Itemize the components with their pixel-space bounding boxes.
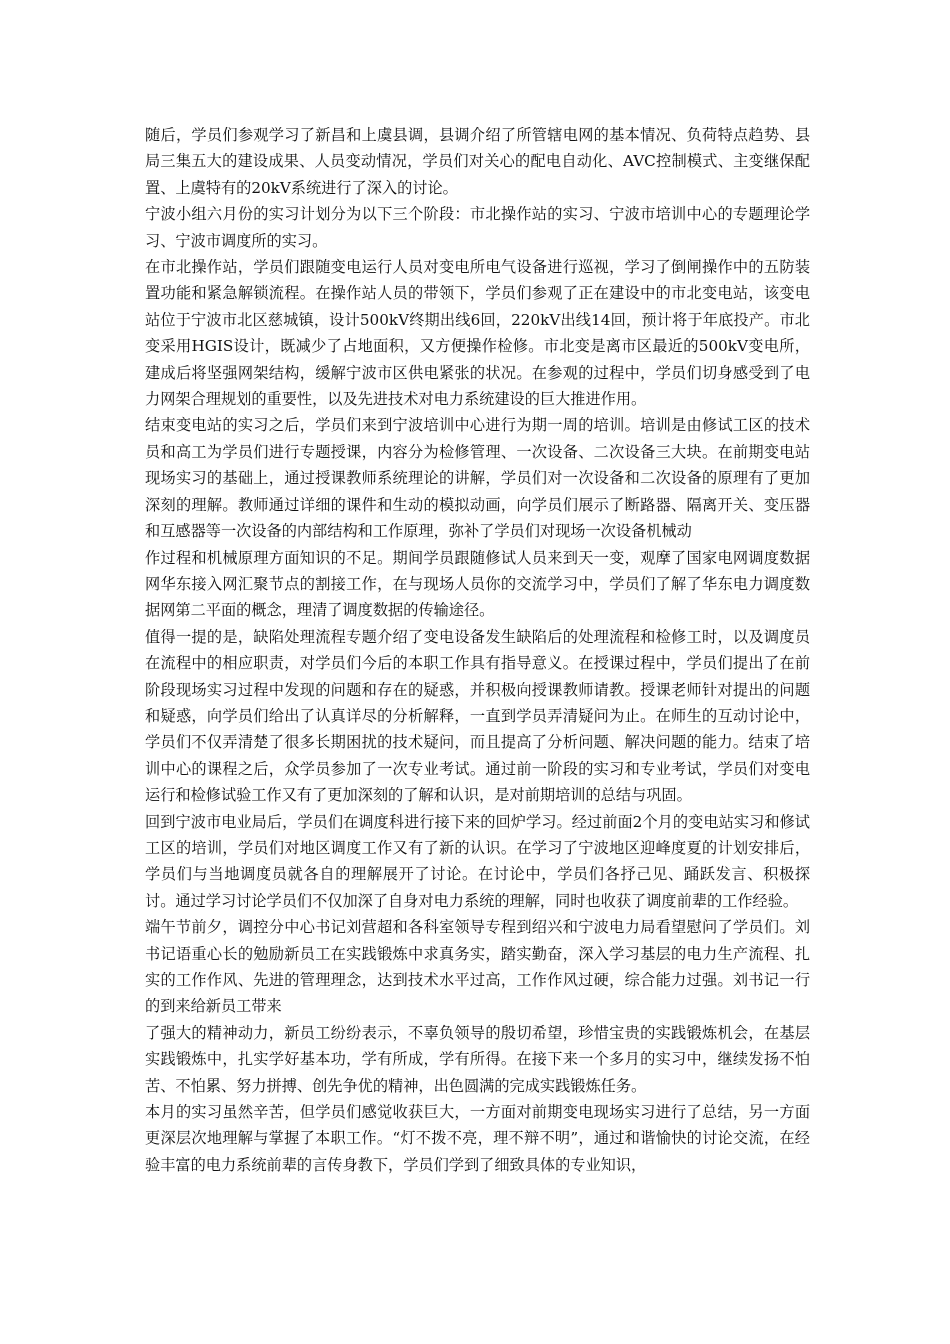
paragraph-dragon-boat-visit: 端午节前夕，调控分中心书记刘营超和各科室领导专程到绍兴和宁波电力局看望慰问了学员们。刘书记语重心长的勉励新员工在实践锻炼中求真务实，踏实勤奋，深入学习基层的电力生产流程、扎实的工作作风、先进的管理理念，达到技术水平过高，工作作风过硬，综合能力过强。刘书记一行的到来给新员工带来 (145, 918, 810, 1016)
document-page (145, 122, 810, 1178)
paragraph-ningbo-plan: 宁波小组六月份的实习计划分为以下三个阶段：市北操作站的实习、宁波市培训中心的专题理论学习、宁波市调度所的实习。 (145, 205, 810, 250)
paragraph-defect-process: 值得一提的是，缺陷处理流程专题介绍了变电设备发生缺陷后的处理流程和检修工时，以及调度员在流程中的相应职责，对学员们今后的本职工作具有指导意义。在授课过程中，学员们提出了在前阶段现场实习过程中发现的问题和存在的疑惑，并积极向授课教师请教。授课老师针对提出的问题和疑惑，向学员们给出了认真详尽的分析解释，一直到学员弄清疑问为止。在师生的互动讨论中，学员们不仅弄清楚了很多长期困扰的技术疑问，而且提高了分析问题、解决问题的能力。结束了培训中心的课程之后，众学员参加了一次专业考试。通过前一阶段的实习和专业考试，学员们对变电运行和检修试验工作又有了更加深刻的了解和认识，是对前期培训的总结与巩固。 (145, 627, 810, 805)
paragraph-motivation: 了强大的精神动力，新员工纷纷表示，不辜负领导的殷切希望，珍惜宝贵的实践锻炼机会，在基层实践锻炼中，扎实学好基本功，学有所成，学有所得。在接下来一个多月的实习中，继续发扬不怕苦、不怕累、努力拼搏、创先争优的精神，出色圆满的完成实践锻炼任务。 (145, 1023, 810, 1095)
paragraph-training-center: 结束变电站的实习之后，学员们来到宁波培训中心进行为期一周的培训。培训是由修试工区的技术员和高工为学员们进行专题授课，内容分为检修管理、一次设备、二次设备三大块。在前期变电站现场实习的基础上，通过授课教师系统理论的讲解，学员们对一次设备和二次设备的原理有了更加深刻的理解。教师通过详细的课件和生动的模拟动画，向学员们展示了断路器、隔离开关、变压器和互感器等一次设备的内部结构和工作原理，弥补了学员们对现场一次设备机械动 (145, 416, 810, 541)
paragraph-shibei-station: 在市北操作站，学员们跟随变电运行人员对变电所电气设备进行巡视，学习了倒闸操作中的五防装置功能和紧急解锁流程。在操作站人员的带领下，学员们参观了正在建设中的市北变电站，该变电站位于宁波市北区慈城镇，设计500kV终期出线6回，220kV出线14回，预计将于年底投产。市北变采用HGIS设计，既减少了占地面积，又方便操作检修。市北变是离市区最近的500kV变电所，建成后将坚强网架结构，缓解宁波市区供电紧张的状况。在参观的过程中，学员们切身感受到了电力网架合理规划的重要性，以及先进技术对电力系统建设的巨大推进作用。 (145, 258, 810, 409)
paragraph-dispatch-return: 回到宁波市电业局后，学员们在调度科进行接下来的回炉学习。经过前面2个月的变电站实习和修试工区的培训，学员们对地区调度工作又有了新的认识。在学习了宁波地区迎峰度夏的计划安排后，学员们与当地调度员就各自的理解展开了讨论。在讨论中，学员们各抒己见、踊跃发言、积极探讨。通过学习讨论学员们不仅加深了自身对电力系统的理解，同时也收获了调度前辈的工作经验。 (145, 812, 810, 910)
paragraph-summary: 本月的实习虽然辛苦，但学员们感觉收获巨大，一方面对前期变电现场实习进行了总结，另一方面更深层次地理解与掌握了本职工作。“灯不拨不亮，理不辩不明”，通过和谐愉快的讨论交流，在经验丰富的电力系统前辈的言传身教下，学员们学到了细致具体的专业知识， (145, 1103, 810, 1174)
paragraph-county-dispatch-visit: 随后，学员们参观学习了新昌和上虞县调，县调介绍了所管辖电网的基本情况、负荷特点趋势、县局三集五大的建设成果、人员变动情况，学员们对关心的配电自动化、AVC控制模式、主变继保配置、上虞特有的20kV系统进行了深入的讨论。 (145, 126, 810, 197)
paragraph-training-continued: 作过程和机械原理方面知识的不足。期间学员跟随修试人员来到天一变，观摩了国家电网调度数据网华东接入网汇聚节点的割接工作，在与现场人员你的交流学习中，学员们了解了华东电力调度数据网第二平面的概念，理清了调度数据的传输途径。 (145, 548, 810, 620)
